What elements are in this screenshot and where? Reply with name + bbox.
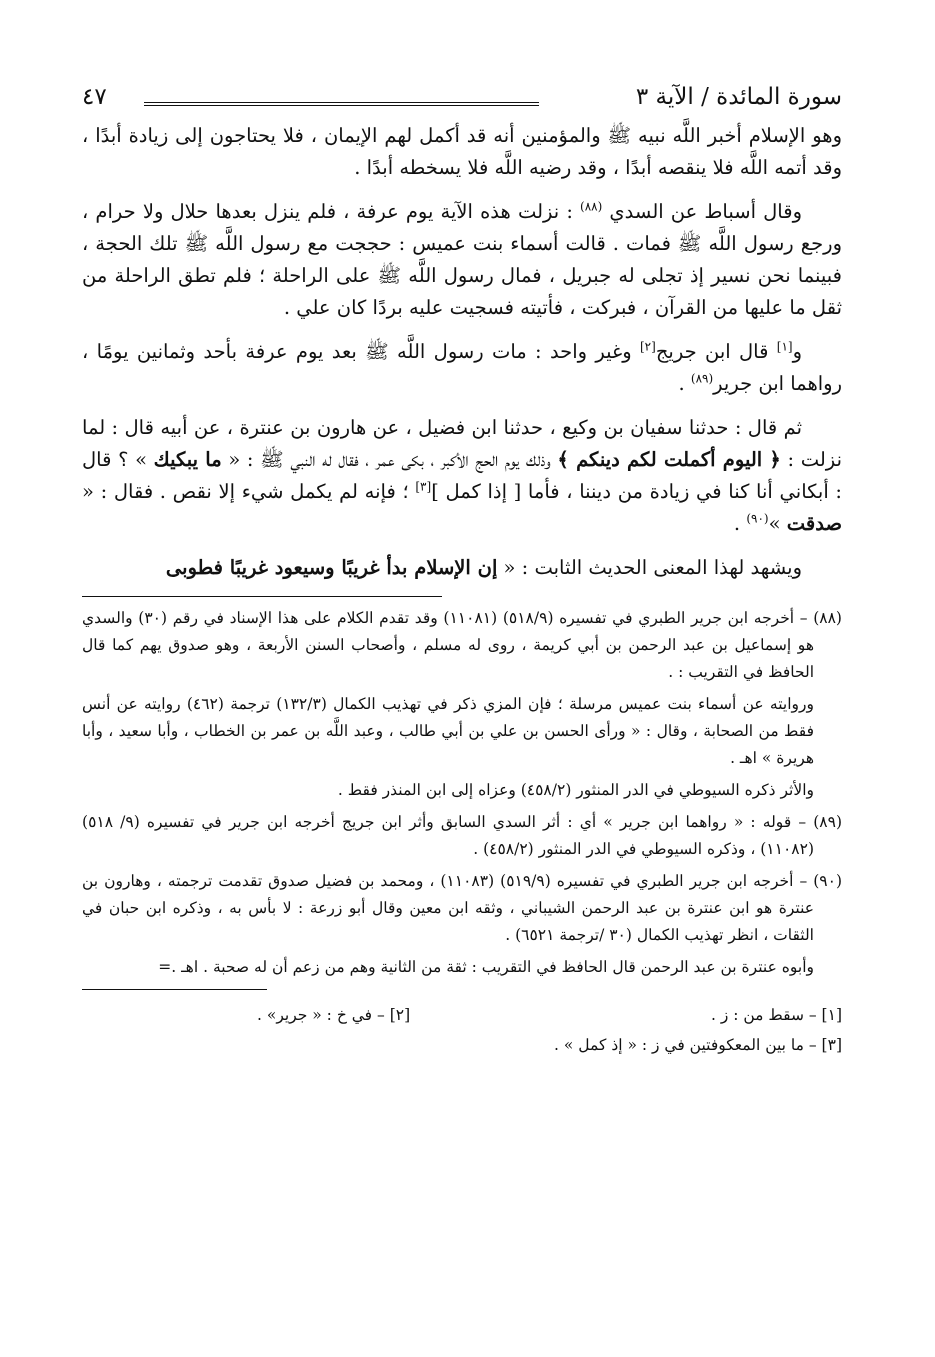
hadith-quote: ما يبكيك	[153, 448, 222, 471]
footnote-separator	[82, 596, 442, 597]
paragraph-1: وهو الإسلام أخبر اللَّه نبيه ﷺ والمؤمنين أنه قد أكمل لهم الإيمان ، فلا يحتاجون إلى زيادة أبدًا ، وقد أتمه اللَّه فلا ينقصه أبدًا ، وقد رضيه اللَّه فلا يسخطه أبدًا .	[82, 124, 842, 179]
quran-verse: ﴿ اليوم أكملت لكم دينكم ﴾	[557, 448, 781, 471]
footnote-89: (٨٩) – قوله : « رواهما ابن جرير » أي : أثر السدي السابق وأثر ابن جريج أخرجه ابن جرير في تفسيره (٩/ ٥١٨) (١١٠٨٢) ، وذكره السيوطي في الدر المنثور (٤٥٨/٢) .	[82, 813, 842, 858]
notes-row	[82, 1000, 842, 1030]
editor-notes-separator	[82, 989, 267, 990]
running-title: سورة المائدة / الآية ٣	[635, 84, 842, 110]
book-page	[82, 78, 842, 1060]
header-rule	[144, 102, 539, 106]
notes-row	[82, 1030, 842, 1060]
hadith-quote: صدقت	[786, 512, 842, 535]
footnote-ref-88[interactable]: (٨٨)	[580, 199, 603, 214]
editor-note-2: [٢] – في خ : « جرير» .	[257, 1006, 411, 1024]
editor-note-1: [١] – سقط من : ز .	[710, 1006, 842, 1024]
footnote-88: (٨٨) – أخرجه ابن جرير الطبري في تفسيره (٥١٨/٩) (١١٠٨١) وقد تقدم الكلام على هذا الإسناد في رقم (٣٠) والسدي هو إسماعيل بن عبد الرحمن بن أبي كريمة ، روى له مسلم ، وأصحاب السنن الأربعة ، وهو صدوق يهم كما قال الحافظ في التقريب : .	[82, 609, 842, 681]
footnote-ref-90[interactable]: (٩٠)	[746, 511, 769, 526]
footnote-90-continued: وأبوه عنترة بن عبد الرحمن قال الحافظ في التقريب : ثقة من الثانية وهم من زعم أن له صحبة . اهـ .=	[158, 958, 814, 976]
main-text	[82, 120, 842, 584]
note-ref-3[interactable]: [٣]	[415, 479, 432, 494]
note-ref-2[interactable]: [٢]	[639, 339, 656, 354]
hadith-text: إن الإسلام بدأ غريبًا وسيعود غريبًا فطوبى	[165, 556, 498, 579]
paragraph-2: وقال أسباط عن السدي $^{(٨٨)}$ : نزلت هذه الآية يوم عرفة ، فلم ينزل بعدها حلال ولا حرام ، ورجع رسول اللَّه ﷺ فمات . قالت أسماء بنت عميس : حججت مع رسول اللَّه ﷺ تلك الحجة ، فبينما نحن نسير إذ تجلى له جبريل ، فمال رسول اللَّه ﷺ على الراحلة ؛ فلم تطق الراحلة من ثقل ما عليها من القرآن ، فبركت ، فأتيته فسجيت عليه بردًا كان علي .	[82, 199, 842, 319]
paragraph-3: و[١] قال ابن جريج[٢] وغير واحد : مات رسول اللَّه ﷺ بعد يوم عرفة بأحد وثمانين يومًا ، رواهما ابن جرير$^{(٨٩)}$ .	[82, 339, 842, 395]
footnote-88-continued: وروايته عن أسماء بنت عميس مرسلة ؛ فإن المزي ذكر في تهذيب الكمال (١٣٢/٣) ترجمة (٤٦٢) روايته عن أنس فقط من الصحابة ، وقال : « ورأى الحسن بن علي بن أبي طالب ، وعبد اللَّه بن عمر بن الخطاب ، وأبا سعيد ، وأبا هريرة » اهـ .	[82, 695, 814, 767]
footnote-88-continued: والأثر ذكره السيوطي في الدر المنثور (٤٥٨/٢) وعزاه إلى ابن المنذر فقط .	[337, 781, 814, 799]
footnote-ref-89[interactable]: (٨٩)	[690, 371, 714, 386]
page-header	[82, 78, 842, 120]
note-ref-1[interactable]: [١]	[776, 339, 793, 354]
page-number: ٤٧	[82, 84, 107, 110]
editor-note-3: [٣] – ما بين المعكوفتين في ز : « إذ كمل » .	[554, 1036, 842, 1054]
editor-notes	[82, 1000, 842, 1060]
paragraph-4: ثم قال : حدثنا سفيان بن وكيع ، حدثنا ابن فضيل ، عن هارون بن عنترة ، عن أبيه قال : لما نزلت : ﴿ اليوم أكملت لكم دينكم ﴾ وذلك يوم الحج الأكبر ، بكى عمر ، فقال له النبي ﷺ : « ما يبكيك » ؟ قال : أبكاني أنا كنا في زيادة من ديننا ، فأما [ إذا كمل ][٣] ؛ فإنه لم يكمل شيء إلا نقص . فقال : « صدقت »$^{(٩٠)}$ .	[82, 416, 842, 535]
paragraph-5: ويشهد لهذا المعنى الحديث الثابت : « إن الإسلام بدأ غريبًا وسيعود غريبًا فطوبى	[165, 556, 802, 579]
footnotes	[82, 605, 842, 981]
footnote-90: (٩٠) – أخرجه ابن جرير الطبري في تفسيره (٥١٩/٩) (١١٠٨٣) ، ومحمد بن فضيل صدوق تقدمت ترجمته ، وهارون بن عنترة هو ابن عنترة بن عبد الرحمن الشيباني ، وثقه ابن معين وقال أبو زرعة : لا بأس به ، وذكره ابن حبان في الثقات ، انظر تهذيب الكمال (٣٠ /ترجمة ٦٥٢١) .	[82, 872, 842, 944]
